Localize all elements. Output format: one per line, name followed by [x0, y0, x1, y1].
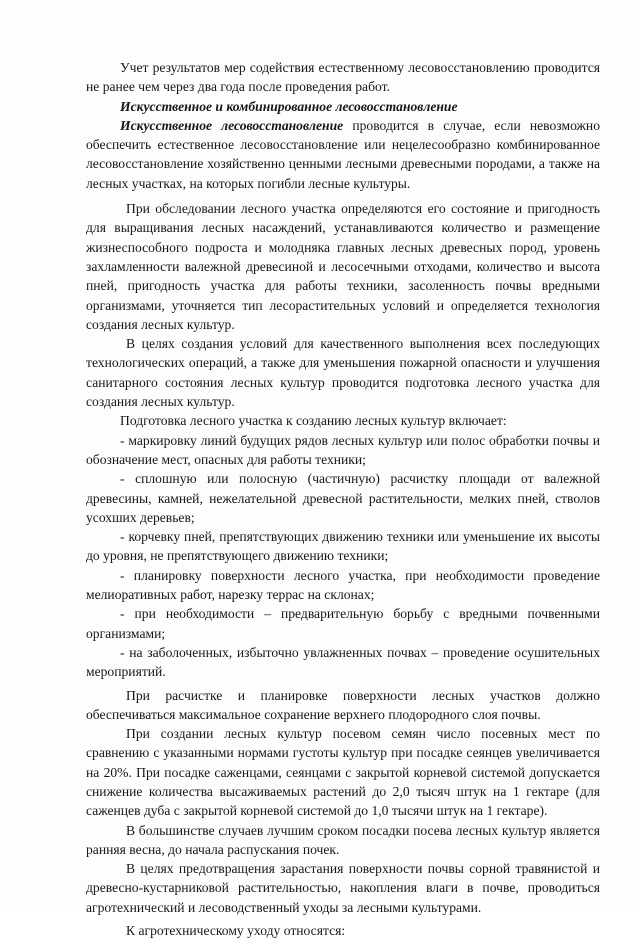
paragraph-artificial-definition [86, 116, 600, 193]
list-item: - на заболоченных, избыточно увлажненных почвах – проведение осушительных мероприятий. [86, 644, 600, 680]
paragraph-monitoring: Учет результатов мер содействия естественному лесовосстановлению проводится не ранее чем через два года после проведения работ. [86, 60, 600, 95]
paragraph-tending-purpose: В целях предотвращения зарастания поверхности почвы сорной травянистой и древесно-кустарниковой растительностью, накопления влаги в почве, проводиться агротехнический и лесоводственный уходы за лесными культурами. [86, 861, 600, 915]
paragraph-topsoil: При расчистке и планировке поверхности лесных участков должно обеспечиваться максимальное сохранение верхнего плодородного слоя почвы. [86, 687, 600, 722]
paragraph-agrotechnical-care: К агротехническому уходу относятся: [126, 923, 346, 939]
section-heading: Искусственное и комбинированное лесовосстановление [120, 98, 458, 114]
paragraph-sowing-density: При создании лесных культур посевом семян число посевных мест по сравнению с указанными нормами густоты культур при посадке сеянцев увеличивается на 20%. При посадке саженцами, сеянцами с закрытой корневой системой допускается снижение количества высаживаемых растений до 2,0 тысяч штук на 1 гектаре (для саженцев дуба с закрытой корневой системой до 1,0 тысячи штук на 1 гектаре). [86, 726, 600, 819]
paragraph-site-preparation-purpose: В целях создания условий для качественного выполнения всех последующих технологических операций, а также для уменьшения пожарной опасности и улучшения санитарного состояния лесных культур проводится подготовка лесного участка для создания лесных культур. [86, 336, 600, 410]
list-item: - при необходимости – предварительную борьбу с вредными почвенными организмами; [86, 606, 600, 641]
paragraph-survey: При обследовании лесного участка определяются его состояние и пригодность для выращивания лесных насаждений, устанавливаются количество и размещение жизнеспособного подроста и молодняка главных лесных древесных пород, уровень захламленности валежной древесиной и лесосечными отходами, количество и высота пней, пригодность участка для работы техники, засоленность почвы вредными организмами, уточняется тип лесорастительных условий и определяется технология создания лесных культур. [86, 201, 600, 332]
document-body [86, 58, 600, 940]
paragraph-planting-season: В большинстве случаев лучшим сроком посадки посева лесных культур является ранняя весна, до начала распускания почек. [86, 822, 600, 857]
list-item: - сплошную или полосную (частичную) расчистку площади от валежной древесины, камней, нежелательной древесной растительности, мелких пней, стволов усохших деревьев; [86, 471, 600, 525]
paragraph-preparation-includes: Подготовка лесного участка к созданию лесных культур включает: [120, 413, 507, 429]
list-item: - планировку поверхности лесного участка, при необходимости проведение мелиоративных работ, нарезку террас на склонах; [86, 567, 600, 603]
definition-text: проводится в случае, если невозможно обеспечить естественное лесовосстановление или нецелесообразно комбинированное лесовосстановление хозяйственно ценными лесными древесными породами, а также на лесных участках, на которых погибли лесные культуры. [86, 117, 600, 191]
list-item: - корчевку пней, препятствующих движению техники или уменьшение их высоты до уровня, не препятствующего движению техники; [86, 529, 600, 564]
defined-term: Искусственное лесовосстановление [120, 117, 344, 133]
list-item: - маркировку линий будущих рядов лесных культур или полос обработки почвы и обозначение мест, опасных для работы техники; [86, 432, 600, 467]
